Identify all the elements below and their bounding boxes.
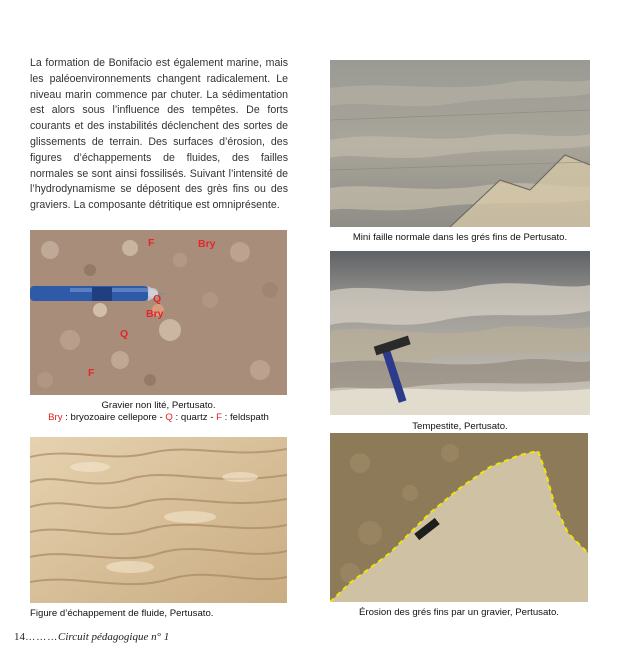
photo-erosion — [330, 433, 588, 602]
label-q-left: Q — [120, 328, 129, 340]
page-footer — [14, 631, 169, 643]
photo-tempestite — [330, 251, 590, 415]
legend-text-q: : quartz - — [172, 412, 217, 423]
label-q-mid: Q — [153, 293, 162, 305]
legend-key-bry: Bry — [48, 412, 63, 423]
caption-tempestite: Tempestite, Pertusato. — [412, 421, 508, 432]
footer-dots: ……… — [25, 631, 58, 643]
legend-key-q: Q — [165, 412, 173, 423]
intro-paragraph: La formation de Bonifacio est également marine, mais les paléoenvironnements changent radicalement. Le niveau marin commence par chuter. La sédimentation est alors sous l’influence des tempêtes. De forts courants et des instabilités déclenchent des sortes de glissements de terrain. Des surfaces d’érosion, des figures d’échappements de fluides, des failles normales se sont ainsi fossilisés. Suivant l’intensité de l’hydrodynamisme se déposent des grès fins ou des graviers. La composante détritique est omniprésente. — [30, 57, 288, 212]
legend-key-f: F — [216, 412, 222, 423]
caption-gravier: Gravier non lité, Pertusato. — [101, 400, 216, 411]
caption-erosion: Érosion des grés fins par un gravier, Pertusato. — [359, 607, 559, 618]
legend-gravier — [30, 412, 287, 424]
photo-echappement — [30, 437, 287, 603]
legend-text-f: : feldspath — [221, 412, 269, 423]
label-f-top: F — [148, 237, 155, 249]
photo-mini-faille — [330, 60, 590, 227]
page-number: 14 — [14, 631, 25, 643]
label-bry-top: Bry — [198, 238, 216, 250]
legend-text-bry: : bryozoaire cellepore - — [62, 412, 166, 423]
footer-title: Circuit pédagogique n° 1 — [58, 631, 170, 643]
label-f-bottom: F — [88, 367, 95, 379]
label-bry-mid: Bry — [146, 308, 164, 320]
caption-mini-faille: Mini faille normale dans les grés fins de Pertusato. — [352, 232, 568, 243]
caption-echappement: Figure d’échappement de fluide, Pertusato. — [30, 608, 214, 619]
